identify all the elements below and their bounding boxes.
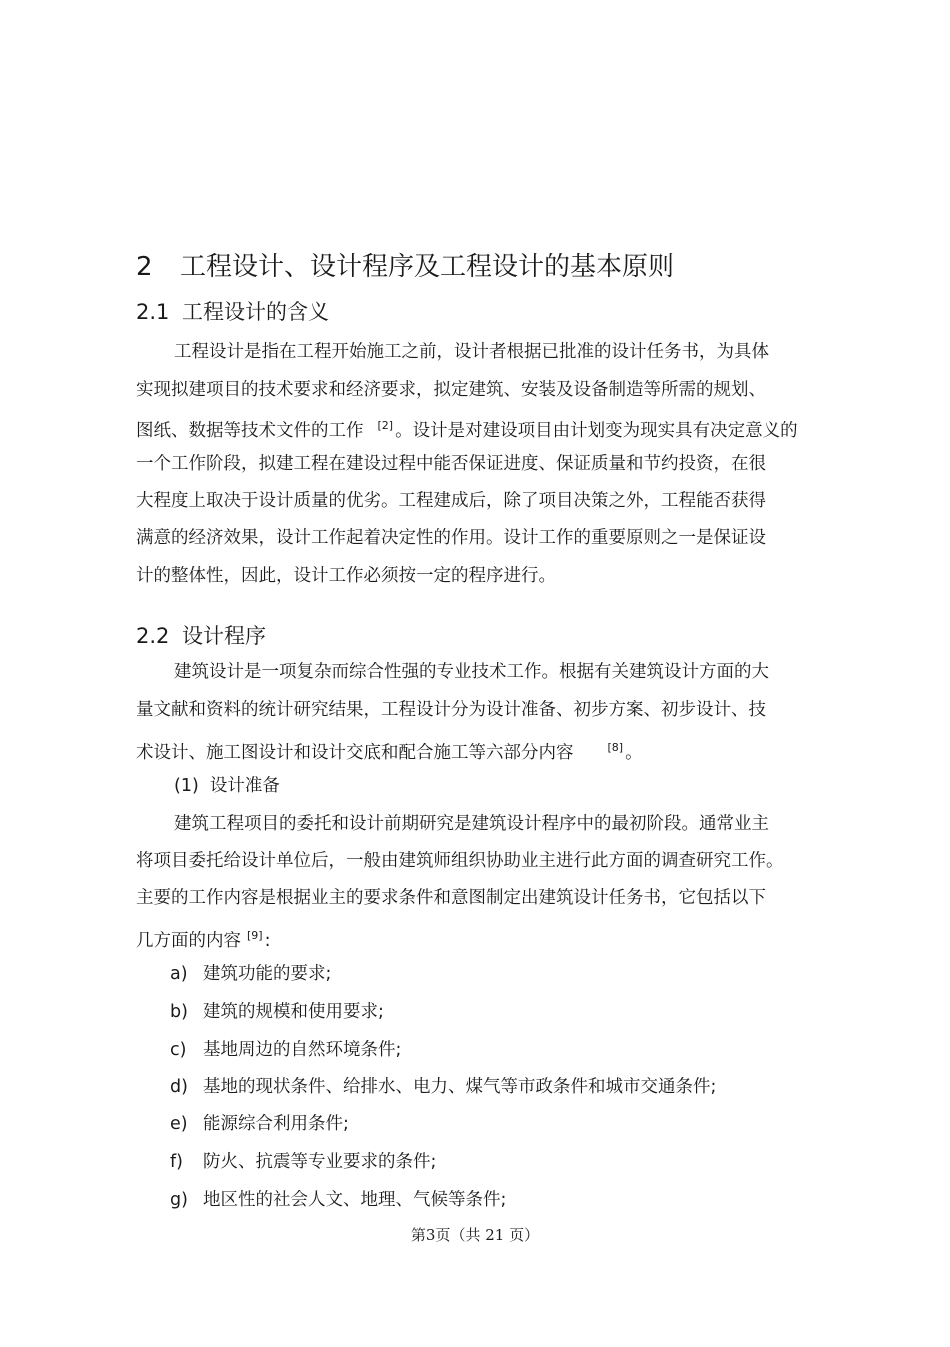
- line-text: 。设计是对建设项目由计划变为现实具有决定意义的: [395, 421, 798, 441]
- list-item: [170, 1038, 401, 1062]
- list-item: [170, 1000, 384, 1024]
- chapter-title: 工程设计、设计程序及工程设计的基本原则: [180, 252, 675, 282]
- paragraph-line: [136, 924, 271, 953]
- paragraph-line: 建筑工程项目的委托和设计前期研究是建筑设计程序中的最初阶段。通常业主: [174, 814, 769, 834]
- chapter-heading: [136, 246, 674, 283]
- sub-heading: (1) 设计准备: [174, 776, 280, 796]
- list-text: 建筑功能的要求;: [203, 964, 332, 984]
- section-number: 2.1: [136, 300, 170, 324]
- section-heading-2-1: [136, 296, 329, 326]
- list-text: 地区性的社会人文、地理、气候等条件;: [203, 1190, 507, 1210]
- list-item: [170, 1075, 716, 1099]
- list-marker: b): [170, 1002, 188, 1022]
- paragraph-line: 建筑设计是一项复杂而综合性强的专业技术工作。根据有关建筑设计方面的大: [174, 662, 769, 682]
- list-marker: g): [170, 1190, 188, 1210]
- list-text: 基地的现状条件、给排水、电力、煤气等市政条件和城市交通条件;: [203, 1077, 717, 1097]
- citation-ref: [8]: [607, 741, 624, 754]
- list-text: 能源综合利用条件;: [203, 1114, 349, 1134]
- section-title: 工程设计的含义: [182, 300, 329, 324]
- paragraph-line: [136, 736, 643, 765]
- list-item: [170, 1188, 506, 1212]
- paragraph-line: 工程设计是指在工程开始施工之前，设计者根据已批准的设计任务书，为具体: [174, 342, 769, 362]
- line-text: 。: [625, 743, 643, 763]
- list-text: 基地周边的自然环境条件;: [203, 1040, 402, 1060]
- line-text: :: [264, 931, 271, 951]
- paragraph-line: 将项目委托给设计单位后，一般由建筑师组织协助业主进行此方面的调查研究工作。: [136, 851, 784, 871]
- page-footer: 第3页（共 21 页）: [410, 1226, 540, 1244]
- list-marker: e): [170, 1114, 188, 1134]
- chapter-number: 2: [136, 252, 153, 282]
- list-item: [170, 1150, 436, 1174]
- list-item: [170, 962, 331, 986]
- list-text: 防火、抗震等专业要求的条件;: [203, 1152, 437, 1172]
- list-marker: a): [170, 964, 188, 984]
- list-text: 建筑的规模和使用要求;: [203, 1002, 384, 1022]
- paragraph-line: 实现拟建项目的技术要求和经济要求，拟定建筑、安装及设备制造等所需的规划、: [136, 380, 766, 400]
- citation-ref: [2]: [377, 419, 394, 432]
- paragraph-line: 大程度上取决于设计质量的优劣。工程建成后，除了项目决策之外，工程能否获得: [136, 491, 766, 511]
- section-heading-2-2: [136, 620, 266, 650]
- paragraph-line: 量文献和资料的统计研究结果，工程设计分为设计准备、初步方案、初步设计、技: [136, 700, 766, 720]
- line-text: 术设计、施工图设计和设计交底和配合施工等六部分内容: [136, 743, 574, 763]
- paragraph-line: 计的整体性，因此，设计工作必须按一定的程序进行。: [136, 566, 556, 586]
- section-number: 2.2: [136, 624, 170, 648]
- paragraph-line: [136, 414, 798, 443]
- list-marker: c): [170, 1040, 187, 1060]
- section-title: 设计程序: [182, 624, 266, 648]
- line-text: 图纸、数据等技术文件的工作: [136, 421, 364, 441]
- list-marker: f): [170, 1152, 183, 1172]
- list-marker: d): [170, 1077, 188, 1097]
- citation-ref: [9]: [247, 929, 263, 942]
- line-text: 几方面的内容: [136, 931, 241, 951]
- paragraph-line: 一个工作阶段，拟建工程在建设过程中能否保证进度、保证质量和节约投资，在很: [136, 454, 766, 474]
- paragraph-line: 满意的经济效果，设计工作起着决定性的作用。设计工作的重要原则之一是保证设: [136, 528, 766, 548]
- list-item: [170, 1112, 349, 1136]
- paragraph-line: 主要的工作内容是根据业主的要求条件和意图制定出建筑设计任务书，它包括以下: [136, 888, 766, 908]
